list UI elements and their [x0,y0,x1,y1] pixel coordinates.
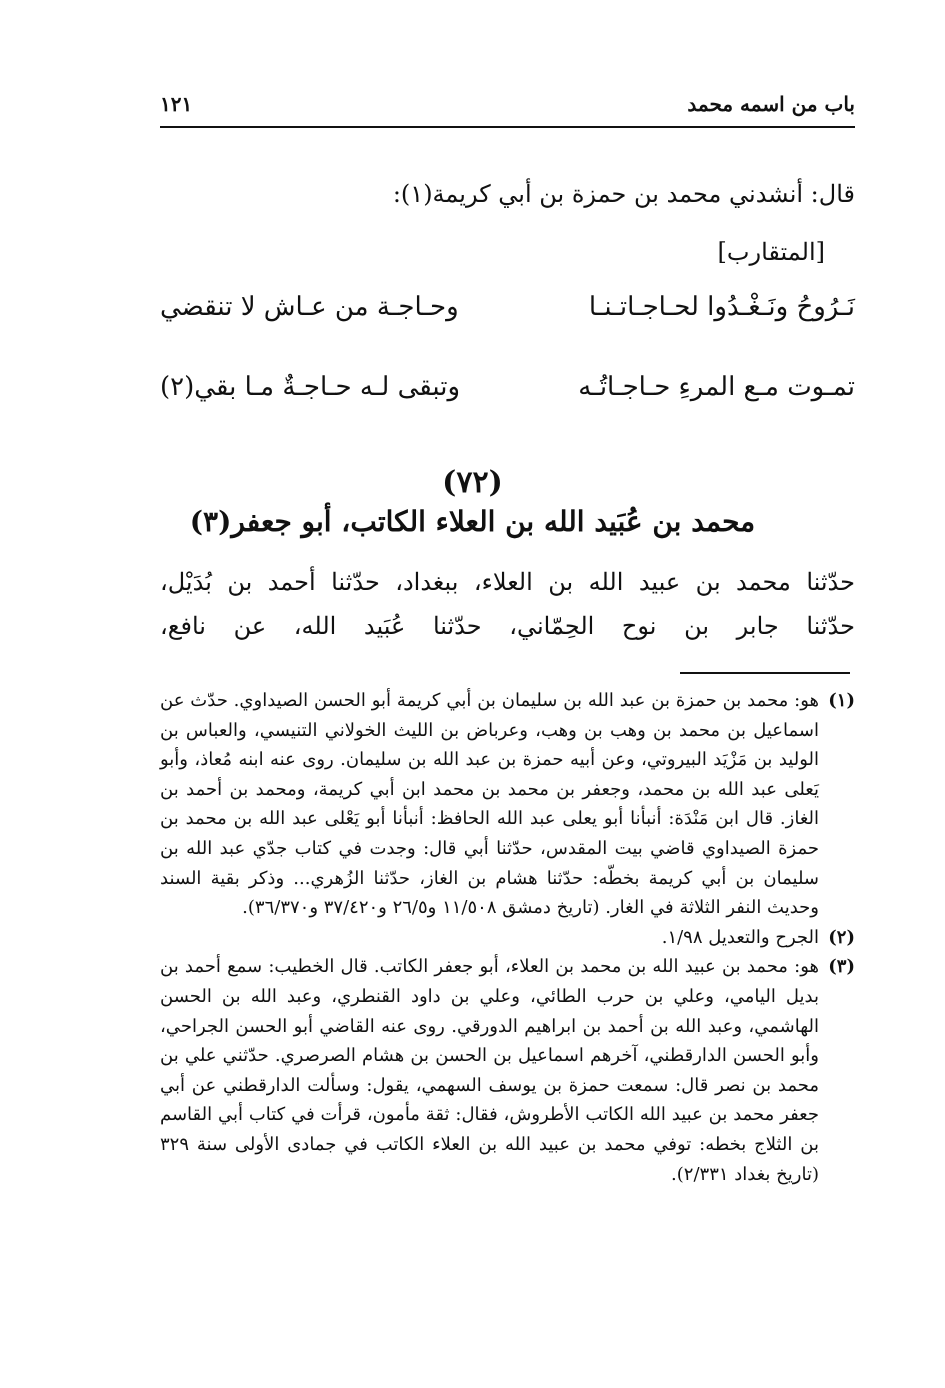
running-header [160,92,855,128]
footnote-text: هو: محمد بن حمزة بن عبد الله بن سليمان بن أبي كريمة أبو الحسن الصيداوي. حدّث عن اسماعيل بن محمد بن وهب بن وهب، وعرباض بن الليث الخولاني التنيسي، والعباس بن الوليد بن مَزْيَد البيروتي، وعن أبيه حمزة بن عبد الله بن سليمان. روى عنه ابنه مُعاذ، وأبو يَعلى عبد الله بن محمد، وجعفر بن محمد بن محمد ابن أبي كريمة، ومحمد بن أحمد بن الغاز. قال ابن مَنْدَة: أنبأنا أبو يعلى عبد الله الحافظ: أنبأنا أبو يَعْلى عبد الله بن محمد بن حمزة الصيداوي قاضي بيت المقدس، حدّثنا أبي قال: وجدت في كتاب جدّي عبد الله بن سليمان بن أبي كريمة بخطّه: حدّثنا هشام بن الغاز، حدّثنا الزُهري... وذكر بقية السند وحديث النفر الثلاثة في الغار. (تاريخ دمشق ١١/٥٠٨ و٢٦/٥ و٣٧/٤٢٠ و٣٦/٣٧٠). [160,690,819,919]
footnote-marker: (٣) [828,956,855,978]
footnote [160,686,855,923]
narration-line: حدّثنا جابر بن نوح الحِمّاني، حدّثنا عُبَيد الله، عن نافع، [160,612,855,640]
footnotes [160,686,855,1189]
poem-introduction: قال: أنشدني محمد بن حمزة بن أبي كريمة(١): [392,180,855,208]
poem-verse [160,372,855,422]
page-number: ١٢١ [160,92,193,116]
footnote [160,923,855,953]
verse-second-hemistich: وتبقى لـه حـاجـةٌ مـا بقي(٢) [160,372,461,402]
entry-title: محمد بن عُبَيد الله بن العلاء الكاتب، أبو جعفر(٣) [189,505,756,538]
entry-number: (٧٢) [442,465,503,500]
footnote-text: هو: محمد بن عبيد الله بن محمد بن العلاء، أبو جعفر الكاتب. قال الخطيب: سمع أحمد بن بديل اليامي، وعلي بن حرب الطائي، وعلي بن داود القنطري، وعبد الله بن الحسن الهاشمي، وعبد الله بن أحمد بن ابراهيم الدورقي. روى عنه القاضي أبو الحسن الجراحي، وأبو الحسن الدارقطني، آخرهم اسماعيل بن الحسن بن هشام الصرصري. حدّثني علي بن محمد بن نصر قال: سمعت حمزة بن يوسف السهمي، يقول: وسألت الدارقطني عن أبي جعفر محمد بن عبيد الله الكاتب الأطروش، فقال: ثقة مأمون، قرأت في كتاب أبي القاسم بن الثلاج بخطه: توفي محمد بن عبيد الله بن العلاء الكاتب في جمادى الأولى سنة ٣٢٩ (تاريخ بغداد ٢/٣٣١). [160,956,819,1185]
footnote-marker: (١) [828,690,855,711]
verse-first-hemistich: تمـوت مـع المرءِ حـاجـاتُـه [578,372,855,402]
poetic-meter-label: [المتقارب] [717,238,825,266]
footnote-marker: (٢) [828,926,855,948]
verse-second-hemistich: وحـاجـة من عـاش لا تنقضي [160,292,459,322]
narration-line: حدّثنا محمد بن عبيد الله بن العلاء، ببغداد، حدّثنا أحمد بن بُدَيْل، [160,568,855,596]
footnote [160,952,855,1189]
footnote-divider [680,672,850,674]
verse-first-hemistich: نَـرُوحُ ونَـغْـدُوا لحـاجـاتـنـا [588,292,855,322]
running-title: باب من اسمه محمد [687,92,855,116]
footnote-text: الجرح والتعديل ١/٩٨. [661,926,819,948]
poem-verse [160,292,855,342]
